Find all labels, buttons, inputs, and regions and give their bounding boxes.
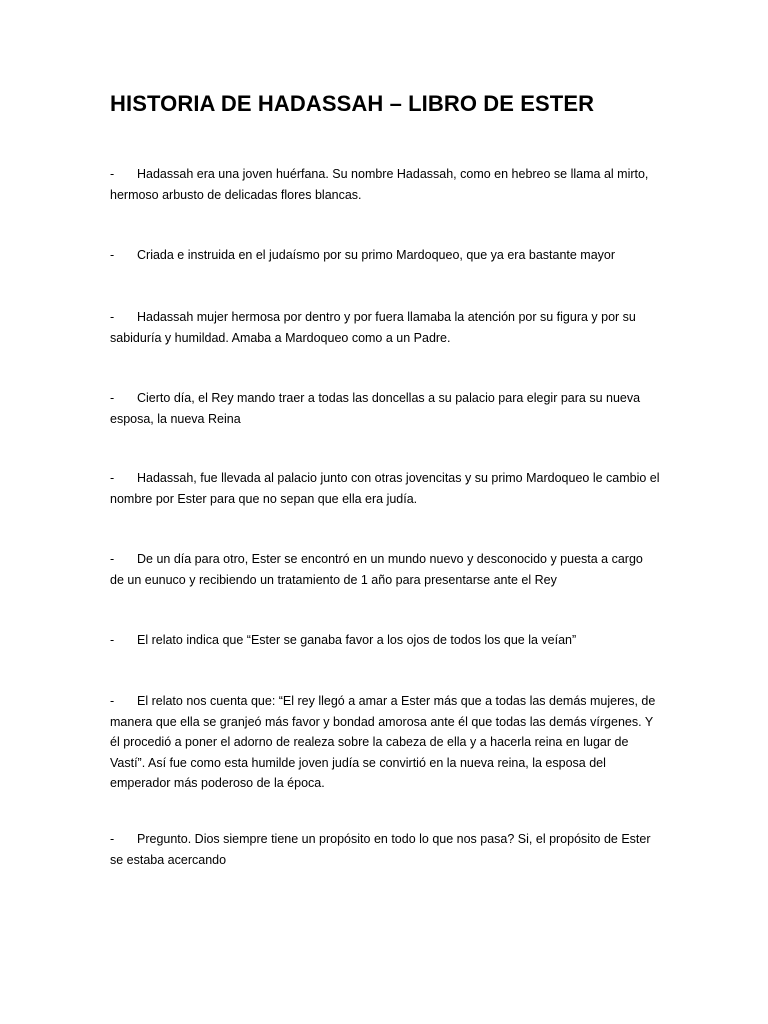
document-title: HISTORIA DE HADASSAH – LIBRO DE ESTER xyxy=(110,91,595,116)
list-item-text: El relato indica que “Ester se ganaba favor a los ojos de todos los que la veían” xyxy=(137,633,577,647)
list-item xyxy=(110,630,660,651)
list-item xyxy=(110,691,660,794)
list-item-text: Cierto día, el Rey mando traer a todas las doncellas a su palacio para elegir para su nueva esposa, la nueva Reina xyxy=(110,391,641,426)
list-item-text: De un día para otro, Ester se encontró en un mundo nuevo y desconocido y puesta a cargo de un eunuco y recibiendo un tratamiento de 1 año para presentarse ante el Rey xyxy=(110,552,643,587)
list-item xyxy=(110,468,660,509)
list-item-text: Hadassah, fue llevada al palacio junto con otras jovencitas y su primo Mardoqueo le cambio el nombre por Ester para que no sepan que ella era judía. xyxy=(110,471,660,506)
bullet-dash: - xyxy=(110,471,115,485)
list-item-text: Criada e instruida en el judaísmo por su primo Mardoqueo, que ya era bastante mayor xyxy=(137,248,616,262)
bullet-dash: - xyxy=(110,310,115,324)
list-item-text: Hadassah era una joven huérfana. Su nombre Hadassah, como en hebreo se llama al mirto, hermoso arbusto de delicadas flores blancas. xyxy=(110,167,649,202)
list-item-text: Pregunto. Dios siempre tiene un propósito en todo lo que nos pasa? Si, el propósito de Ester se estaba acercando xyxy=(110,832,651,867)
bullet-dash: - xyxy=(110,552,115,566)
bullet-dash: - xyxy=(110,694,115,708)
bullet-dash: - xyxy=(110,248,115,262)
list-item xyxy=(110,245,660,266)
bullet-dash: - xyxy=(110,167,115,181)
list-item-text: Hadassah mujer hermosa por dentro y por fuera llamaba la atención por su figura y por su sabiduría y humildad. Amaba a Mardoqueo como a un Padre. xyxy=(110,310,636,345)
list-item xyxy=(110,829,660,870)
bullet-dash: - xyxy=(110,391,115,405)
bullet-dash: - xyxy=(110,832,115,846)
list-item xyxy=(110,549,660,590)
bullet-dash: - xyxy=(110,633,115,647)
list-item xyxy=(110,307,660,348)
list-item-text: El relato nos cuenta que: “El rey llegó a amar a Ester más que a todas las demás mujeres, de manera que ella se granjeó más favor y bondad amorosa ante él que todas las demás vírgenes. Y él procedió a poner el adorno de realeza sobre la cabeza de ella y a hacerla reina en lugar de Vastí”. Así fue como esta humilde joven judía se convirtió en la nueva reina, la esposa del emperador más poderoso de la época. xyxy=(110,694,656,790)
list-item xyxy=(110,164,660,205)
list-item xyxy=(110,388,660,429)
